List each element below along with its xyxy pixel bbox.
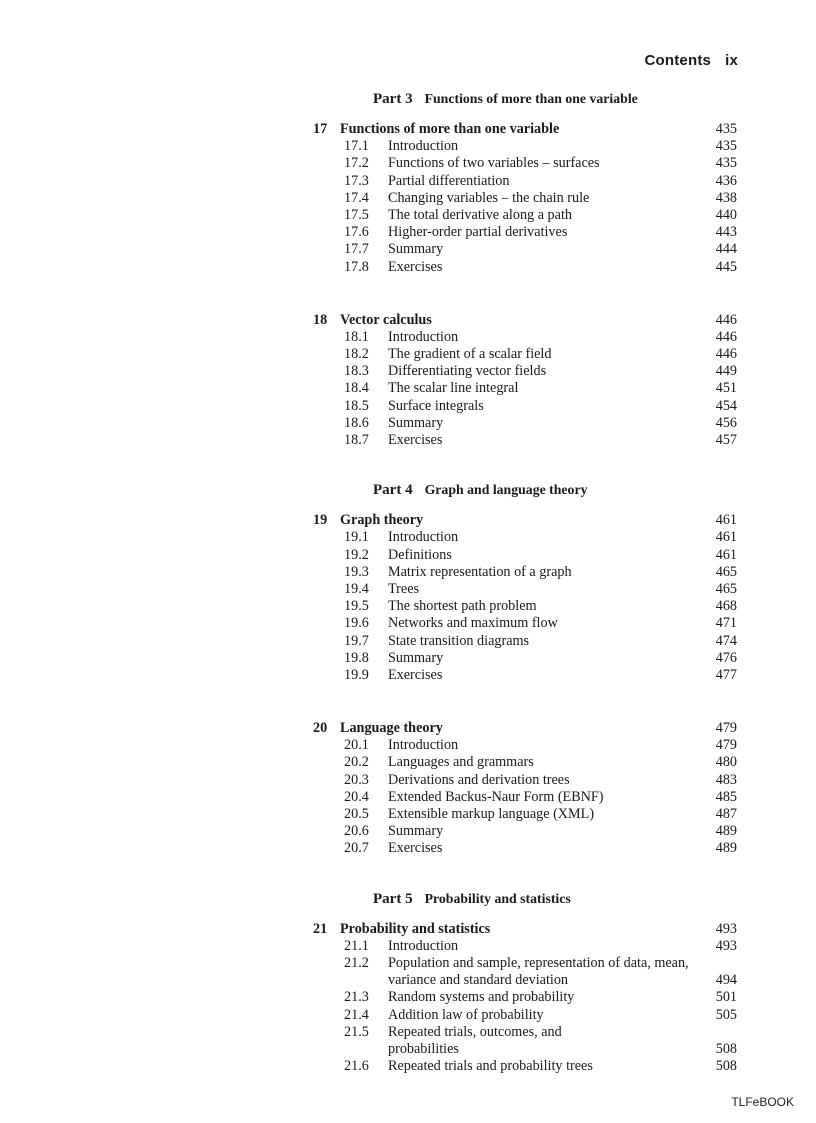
section-page: 438 (715, 189, 737, 206)
section-title: Introduction (388, 737, 459, 754)
section-page: 489 (715, 840, 737, 857)
part-title: Probability and statistics (424, 890, 571, 906)
section-row (313, 259, 737, 276)
chapter-number: 17 (313, 121, 328, 137)
section-row (313, 989, 737, 1006)
section-title: Repeated trials and probability trees (388, 1058, 593, 1075)
section-number: 20.6 (344, 823, 369, 840)
section-page: 461 (715, 546, 737, 563)
section-number: 19.6 (344, 615, 369, 632)
section-number: 17.5 (344, 206, 369, 223)
section-row (313, 432, 737, 449)
section-number: 19.7 (344, 632, 369, 649)
section-row (313, 155, 737, 172)
chapter-title: Graph theory (340, 512, 424, 529)
section-number: 18.4 (344, 380, 369, 397)
section-number: 21.2 (344, 954, 369, 971)
section-page: 454 (715, 397, 737, 414)
section-row (313, 581, 737, 598)
section-title: Derivations and derivation trees (388, 771, 570, 788)
part-label: Part 5 (373, 890, 413, 907)
header-page-number: ix (725, 52, 738, 69)
section-title: Definitions (388, 546, 452, 563)
section-row (313, 789, 737, 806)
section-page: 443 (715, 224, 737, 241)
section-title: Introduction (388, 937, 459, 954)
footer-watermark: TLFeBOOK (731, 1095, 794, 1109)
section-number: 18.7 (344, 432, 369, 448)
chapter-number: 20 (313, 720, 328, 737)
section-row (313, 633, 737, 650)
section-number: 18.2 (344, 346, 369, 363)
running-header (644, 52, 738, 69)
section-title: State transition diagrams (388, 632, 530, 649)
chapter-page: 446 (715, 311, 737, 328)
chapter-block (313, 921, 737, 1076)
section-row (313, 772, 737, 789)
section-number: 19.2 (344, 546, 369, 563)
section-title: Changing variables – the chain rule (388, 189, 590, 206)
section-row (313, 173, 737, 190)
section-page: 479 (715, 737, 737, 754)
section-page: 461 (715, 529, 737, 546)
section-title: Repeated trials, outcomes, and (388, 1023, 562, 1040)
section-number: 18.5 (344, 397, 369, 414)
chapter-title: Functions of more than one variable (340, 121, 560, 137)
section-title: Functions of two variables – surfaces (388, 155, 600, 172)
section-title: Differentiating vector fields (388, 363, 547, 380)
header-title: Contents (644, 52, 712, 69)
chapter-row (313, 720, 737, 737)
section-number: 17.8 (344, 258, 369, 275)
part-heading (373, 888, 737, 910)
section-page: 435 (715, 138, 737, 155)
section-row (313, 840, 737, 857)
section-title: Exercises (388, 666, 443, 683)
section-page: 435 (715, 155, 737, 172)
section-title: Addition law of probability (388, 1006, 544, 1023)
section-title: Higher-order partial derivatives (388, 224, 568, 241)
section-row (313, 1041, 737, 1058)
section-number: 20.5 (344, 806, 369, 822)
section-row (313, 1058, 737, 1075)
section-title: Exercises (388, 258, 443, 275)
section-row (313, 615, 737, 632)
section-row (313, 241, 737, 258)
section-page: 451 (715, 380, 737, 397)
section-page: 457 (715, 432, 737, 448)
section-number: 18.6 (344, 414, 369, 431)
section-number: 20.7 (344, 840, 369, 857)
section-page: 494 (715, 972, 737, 989)
chapter-title: Probability and statistics (340, 920, 491, 937)
section-page: 445 (715, 258, 737, 275)
section-number: 20.2 (344, 754, 369, 771)
section-row (313, 207, 737, 224)
section-title: Introduction (388, 529, 459, 546)
chapter-block (313, 720, 737, 858)
section-title: variance and standard deviation (388, 972, 569, 989)
section-page: 487 (715, 806, 737, 822)
part-label: Part 4 (373, 482, 413, 499)
section-page: 474 (715, 632, 737, 649)
section-page: 446 (715, 346, 737, 363)
chapter-row (313, 312, 737, 329)
section-number: 17.1 (344, 138, 369, 155)
section-number: 18.3 (344, 363, 369, 380)
section-number: 17.3 (344, 172, 369, 189)
part-label: Part 3 (373, 91, 413, 107)
section-page: 485 (715, 788, 737, 805)
section-row (313, 823, 737, 840)
section-page: 483 (715, 771, 737, 788)
section-title: Introduction (388, 138, 459, 155)
section-page: 501 (715, 989, 737, 1006)
chapter-page: 435 (715, 121, 737, 137)
section-title: The total derivative along a path (388, 206, 572, 223)
section-number: 21.5 (344, 1023, 369, 1040)
section-row (313, 598, 737, 615)
section-number: 17.2 (344, 155, 369, 172)
section-row (313, 363, 737, 380)
section-page: 508 (715, 1040, 737, 1057)
section-row (313, 224, 737, 241)
section-page: 446 (715, 328, 737, 345)
section-page: 477 (715, 666, 737, 683)
section-page: 468 (715, 598, 737, 615)
section-title: The scalar line integral (388, 380, 519, 397)
part-title: Functions of more than one variable (424, 91, 638, 106)
section-row (313, 564, 737, 581)
section-number: 21.3 (344, 989, 369, 1006)
section-number: 20.1 (344, 737, 369, 754)
section-page: 465 (715, 580, 737, 597)
section-title: Extended Backus-Naur Form (EBNF) (388, 788, 604, 805)
section-title: Partial differentiation (388, 172, 510, 189)
section-number: 19.5 (344, 598, 369, 615)
section-row (313, 398, 737, 415)
section-row (313, 329, 737, 346)
section-title: Exercises (388, 840, 443, 857)
chapter-title: Language theory (340, 720, 443, 737)
section-row (313, 955, 737, 972)
section-row (313, 138, 737, 155)
section-number: 21.4 (344, 1006, 369, 1023)
section-number: 20.3 (344, 771, 369, 788)
section-row (313, 650, 737, 667)
chapter-block (313, 512, 737, 684)
section-page: 471 (715, 615, 737, 632)
section-number: 17.7 (344, 241, 369, 258)
section-row (313, 1007, 737, 1024)
chapter-page: 493 (715, 920, 737, 937)
section-number: 19.3 (344, 563, 369, 580)
section-title: Summary (388, 241, 444, 258)
section-title: probabilities (388, 1040, 459, 1057)
table-of-contents (313, 88, 737, 1075)
section-row (313, 938, 737, 955)
section-title: Summary (388, 823, 444, 840)
chapter-title: Vector calculus (340, 311, 432, 328)
chapter-page: 479 (715, 720, 737, 737)
section-page: 489 (715, 823, 737, 840)
part-heading (373, 88, 737, 110)
part-heading (373, 479, 737, 501)
section-row (313, 547, 737, 564)
section-number: 18.1 (344, 328, 369, 345)
section-title: Summary (388, 414, 444, 431)
section-page: 493 (715, 937, 737, 954)
section-row (313, 1024, 737, 1041)
section-title: The shortest path problem (388, 598, 537, 615)
section-row (313, 806, 737, 823)
chapter-number: 19 (313, 512, 328, 529)
section-number: 21.1 (344, 937, 369, 954)
section-page: 436 (715, 172, 737, 189)
chapter-block (313, 312, 737, 450)
section-number: 19.9 (344, 666, 369, 683)
section-row (313, 380, 737, 397)
chapter-row (313, 512, 737, 529)
section-row (313, 667, 737, 684)
section-row (313, 972, 737, 989)
section-title: Trees (388, 580, 420, 597)
section-title: Random systems and probability (388, 989, 575, 1006)
section-number: 19.8 (344, 649, 369, 666)
section-number: 17.4 (344, 189, 369, 206)
section-row (313, 529, 737, 546)
section-page: 440 (715, 206, 737, 223)
section-title: The gradient of a scalar field (388, 346, 552, 363)
section-row (313, 415, 737, 432)
section-number: 19.1 (344, 529, 369, 546)
section-page: 505 (715, 1006, 737, 1023)
section-title: Surface integrals (388, 397, 484, 414)
section-page: 476 (715, 649, 737, 666)
section-title: Introduction (388, 328, 459, 345)
section-number: 17.6 (344, 224, 369, 241)
chapter-number: 21 (313, 920, 328, 937)
section-row (313, 190, 737, 207)
section-page: 456 (715, 414, 737, 431)
section-title: Matrix representation of a graph (388, 563, 572, 580)
section-page: 508 (715, 1058, 737, 1075)
section-title: Extensible markup language (XML) (388, 806, 595, 822)
section-row (313, 737, 737, 754)
section-row (313, 346, 737, 363)
section-title: Languages and grammars (388, 754, 534, 771)
section-page: 480 (715, 754, 737, 771)
section-title: Exercises (388, 432, 443, 448)
section-row (313, 754, 737, 771)
chapter-row (313, 121, 737, 138)
section-page: 449 (715, 363, 737, 380)
section-title: Population and sample, representation of data, mean, (388, 954, 689, 971)
part-title: Graph and language theory (424, 482, 588, 498)
section-number: 19.4 (344, 580, 369, 597)
section-number: 21.6 (344, 1058, 369, 1075)
section-title: Networks and maximum flow (388, 615, 558, 632)
chapter-page: 461 (715, 512, 737, 529)
chapter-block (313, 121, 737, 276)
chapter-row (313, 921, 737, 938)
section-page: 444 (715, 241, 737, 258)
chapter-number: 18 (313, 311, 328, 328)
section-page: 465 (715, 563, 737, 580)
section-number: 20.4 (344, 788, 369, 805)
section-title: Summary (388, 649, 444, 666)
